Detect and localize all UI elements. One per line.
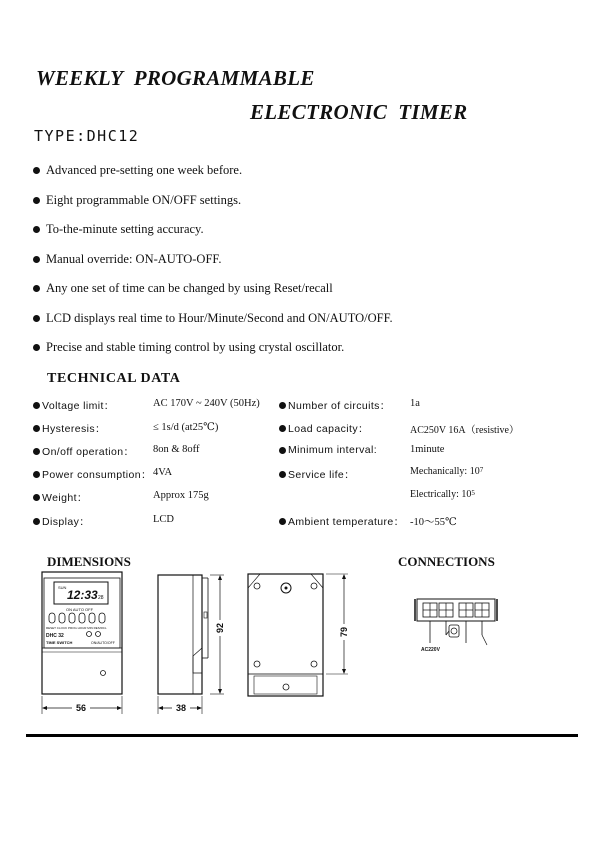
device-name: TIME SWITCH	[46, 640, 73, 645]
spec-value: Mechanically: 10 7	[410, 466, 484, 477]
bullet-icon	[33, 197, 40, 204]
feature-item: Manual override: ON-AUTO-OFF.	[33, 252, 393, 282]
load-icon	[449, 625, 459, 637]
spec-value: 1minute	[410, 444, 445, 455]
spec-label: Weight：	[33, 490, 88, 505]
bullet-icon	[33, 285, 40, 292]
spec-value: 4VA	[153, 467, 173, 478]
feature-item: Any one set of time can be changed by using Reset/recall	[33, 281, 393, 311]
spec-value: AC 170V ~ 240V (50Hz)	[153, 398, 260, 409]
spec-value: Approx 175g	[153, 490, 209, 501]
bullet-icon	[33, 344, 40, 351]
bullet-icon	[33, 167, 40, 174]
spec-label: Display：	[33, 514, 90, 529]
front-view-drawing	[36, 568, 136, 718]
type-label: TYPE:DHC12	[34, 127, 140, 145]
device-model: DHC 32	[46, 633, 64, 639]
height-dimension: 92	[215, 622, 225, 634]
back-view-drawing	[240, 566, 355, 706]
bullet-icon	[33, 471, 40, 478]
bullet-icon	[33, 518, 40, 525]
clock-button[interactable]	[59, 613, 65, 623]
bullet-icon	[33, 402, 40, 409]
bullet-icon	[33, 226, 40, 233]
lcd-time: 12:33	[67, 588, 98, 602]
supply-label: AC220V	[421, 647, 440, 653]
mounting-hole-icon	[254, 661, 260, 667]
spec-label: Voltage limit：	[33, 398, 115, 413]
spec-value: LCD	[153, 514, 174, 525]
width-dimension: 56	[75, 703, 87, 713]
spec-label: Ambient temperature：	[279, 514, 405, 529]
feature-item: Eight programmable ON/OFF settings.	[33, 193, 393, 223]
svg-text:SUN: SUN	[58, 585, 67, 590]
bullet-icon	[33, 256, 40, 263]
bullet-icon	[33, 425, 40, 432]
screw-icon	[101, 671, 106, 676]
bullet-icon	[279, 447, 286, 454]
side-view-drawing	[148, 568, 234, 718]
feature-item: To-the-minute setting accuracy.	[33, 222, 393, 252]
dimensions-heading: DIMENSIONS	[47, 554, 131, 569]
spec-value: Electrically: 10 5	[410, 489, 475, 500]
spec-label: Power consumption：	[33, 467, 152, 482]
feature-list	[33, 163, 393, 370]
res-rcl-button[interactable]	[99, 613, 105, 623]
spec-label: Load capacity：	[279, 421, 369, 436]
depth-dimension: 38	[175, 703, 187, 713]
mode-label: ON/AUTO/OFF	[91, 641, 115, 645]
feature-item: Advanced pre-setting one week before.	[33, 163, 393, 193]
hour-button[interactable]	[79, 613, 85, 623]
bullet-icon	[279, 471, 286, 478]
spec-label: On/off operation：	[33, 444, 134, 459]
technical-data-heading: TECHNICAL DATA	[47, 371, 181, 386]
mounting-hole-icon	[311, 661, 317, 667]
mounting-hole-icon	[254, 583, 260, 589]
mounting-hole-icon	[311, 583, 317, 589]
bullet-icon	[279, 518, 286, 525]
lcd-indicators: ON AUTO OFF	[66, 607, 94, 612]
title-line-2: ELECTRONIC TIMER	[250, 100, 468, 124]
bottom-rule	[26, 734, 578, 737]
spec-value: 8on & 8off	[153, 444, 200, 455]
bullet-icon	[33, 494, 40, 501]
spec-label: Minimum interval:	[279, 444, 377, 456]
spec-value: AC250V 16A（resistive）	[410, 425, 519, 436]
indicator-led	[96, 632, 101, 637]
spec-label: Hysteresis：	[33, 421, 106, 436]
connections-diagram	[405, 585, 515, 665]
min-button[interactable]	[89, 613, 95, 623]
bullet-icon	[33, 448, 40, 455]
title-line-1: WEEKLY PROGRAMMABLE	[36, 66, 315, 90]
indicator-led	[87, 632, 92, 637]
spec-value: ≤ 1s/d (at25℃)	[153, 422, 219, 433]
reset-button[interactable]	[49, 613, 55, 623]
back-height-dimension: 79	[339, 626, 349, 638]
prog-button[interactable]	[69, 613, 75, 623]
feature-item: LCD displays real time to Hour/Minute/Second and ON/AUTO/OFF.	[33, 311, 393, 341]
bullet-icon	[279, 402, 286, 409]
bullet-icon	[279, 425, 286, 432]
spec-value: 1a	[410, 398, 420, 409]
feature-item: Precise and stable timing control by using crystal oscillator.	[33, 340, 393, 370]
spec-value: -10～55℃	[410, 517, 457, 528]
spec-label: Number of circuits：	[279, 398, 391, 413]
connections-heading: CONNECTIONS	[398, 554, 495, 569]
button-labels: RESET CLOCK PROG HOUR MIN RES/RCL	[46, 626, 107, 630]
spec-label: Service life：	[279, 467, 355, 482]
bullet-icon	[33, 315, 40, 322]
lcd-seconds: 28	[98, 595, 104, 601]
